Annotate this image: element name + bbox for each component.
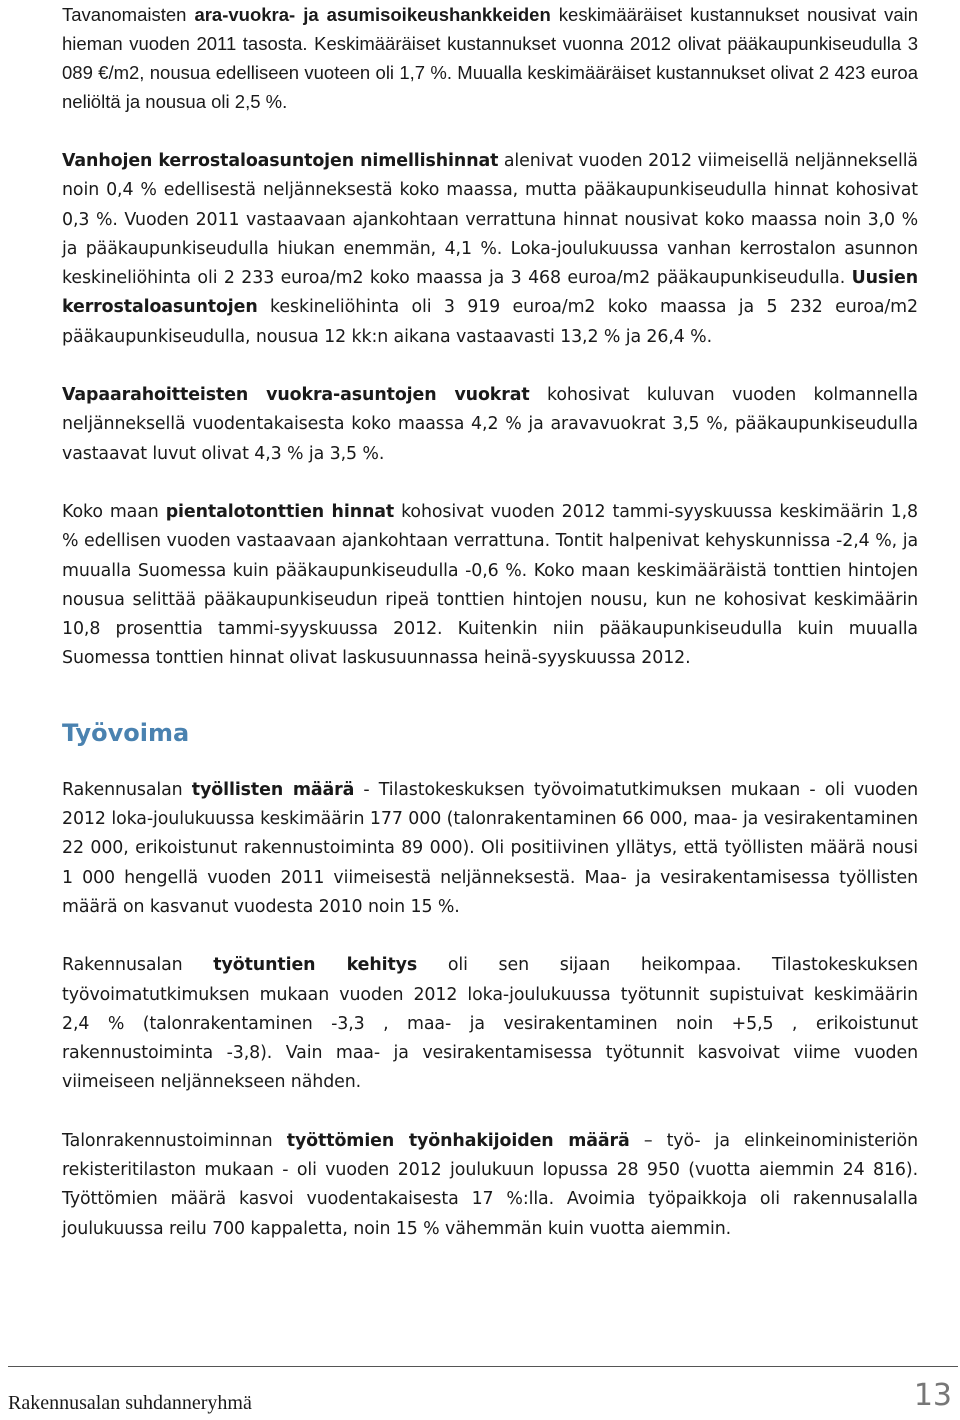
- bold-term: työtuntien kehitys: [213, 955, 418, 976]
- footer-divider: [8, 1366, 958, 1367]
- bold-term: työttömien työnhakijoiden määrä: [286, 1130, 630, 1151]
- bold-term: pientalotonttien hinnat: [165, 501, 395, 522]
- paragraph-employment: Rakennusalan työllisten määrä - Tilastokeskuksen työvoimatutkimuksen mukaan - oli vuoden 2012 loka-joulukuussa keskimäärin 177 000 (talonrakentaminen 66 000, maa- ja vesirakentaminen 22 000, erikoistunut rakennustoiminta 89 000). Oli positiivinen yllätys, että työllisten määrä nousi 1 000 hengellä vuoden 2011 viimeisestä neljänneksestä. Maa- ja vesirakentamisessa työllisten määrä on kasvanut vuodesta 2010 noin 15 %.: [62, 779, 918, 917]
- paragraph-working-hours: Rakennusalan työtuntien kehitys oli sen sijaan heikompaa. Tilastokeskuksen työvoimatutkimuksen mukaan vuoden 2012 loka-joulukuussa työtunnit supistuivat keskimäärin 2,4 % (talonrakentaminen -3,3 , maa- ja vesirakentaminen noin +5,5 , erikoistunut rakennustoiminta -3,8). Vain maa- ja vesirakentamisessa työtunnit kasvoivat viime vuoden viimeiseen neljännekseen nähden.: [62, 955, 918, 1093]
- section-heading: Työvoima: [62, 718, 190, 747]
- footer-publisher: Rakennusalan suhdanneryhmä: [8, 1392, 252, 1414]
- bold-term: ara-vuokra- ja asumisoikeushankkeiden: [194, 4, 551, 25]
- bold-term: työllisten määrä: [191, 779, 355, 800]
- paragraph-plot-prices: Koko maan pientalotonttien hinnat kohosivat vuoden 2012 tammi-syyskuussa keskimäärin 1,8 % edellisen vuoden vastaavaan ajankohtaan verrattuna. Tontit halpenivat kehyskunnissa -2,4 %, ja muualla Suomessa kuin pääkaupunkiseudulla -0,6 %. Koko maan keskimääräistä tonttien hintojen nousua selittää pääkaupunkiseudun ripeä tonttien hintojen nousu, kun ne kohosivat keskimäärin 10,8 prosenttia tammi-syyskuussa 2012. Kuitenkin niin pääkaupunkiseudulla kuin muualla Suomessa tonttien hinnat olivat laskusuunnassa heinä-syyskuussa 2012.: [62, 501, 918, 669]
- bold-term: Vanhojen kerrostaloasuntojen nimellishinnat: [62, 151, 499, 171]
- paragraph-rents: Vapaarahoitteisten vuokra-asuntojen vuokrat kohosivat kuluvan vuoden kolmannella neljänneksellä vuodentakaisesta koko maassa 4,2 % ja aravavuokrat 3,5 %, pääkaupunkiseudulla vastaavat luvut olivat 4,3 % ja 3,5 %.: [62, 385, 918, 464]
- page-number: 13: [913, 1378, 952, 1413]
- bold-term: Vapaarahoitteisten vuokra-asuntojen vuokrat: [62, 385, 530, 406]
- bold-term: Uusien kerrostaloasuntojen: [62, 268, 918, 318]
- paragraph-unemployment: Talonrakennustoiminnan työttömien työnhakijoiden määrä – työ- ja elinkeinoministeriön rekisteritilaston mukaan - oli vuoden 2012 joulukuun lopussa 28 950 (vuotta aiemmin 24 816). Työttömien määrä kasvoi vuodentakaisesta 17 %:lla. Avoimia työpaikkoja oli rakennusalalla joulukuussa reilu 700 kappaletta, noin 15 % vähemmän kuin vuotta aiemmin.: [62, 1130, 918, 1239]
- paragraph-housing-costs: Tavanomaisten ara-vuokra- ja asumisoikeushankkeiden keskimääräiset kustannukset nousivat vain hieman vuoden 2011 tasosta. Keskimääräiset kustannukset vuonna 2012 olivat pääkaupunkiseudulla 3 089 €/m2, nousua edelliseen vuoteen oli 1,7 %. Muualla keskimääräiset kustannukset olivat 2 423 euroa neliöltä ja nousua oli 2,5 %.: [62, 4, 919, 112]
- paragraph-apartment-prices: Vanhojen kerrostaloasuntojen nimellishinnat alenivat vuoden 2012 viimeisellä neljänneksellä noin 0,4 % edellisestä neljänneksestä koko maassa, mutta pääkaupunkiseudulla hinnat kohosivat 0,3 %. Vuoden 2011 vastaavaan ajankohtaan verrattuna hinnat nousivat koko maassa noin 3,0 % ja pääkaupunkiseudulla hiukan enemmän, 4,1 %. Loka-joulukuussa vanhan kerrostalon asunnon keskineliöhinta oli 2 233 euroa/m2 koko maassa ja 3 468 euroa/m2 pääkaupunkiseudulla. Uusien kerrostaloasuntojen keskineliöhinta oli 3 919 euroa/m2 koko maassa ja 5 232 euroa/m2 pääkaupunkiseudulla, nousua 12 kk:n aikana vastaavasti 13,2 % ja 26,4 %.: [62, 151, 918, 347]
- document-body: [62, 0, 918, 1244]
